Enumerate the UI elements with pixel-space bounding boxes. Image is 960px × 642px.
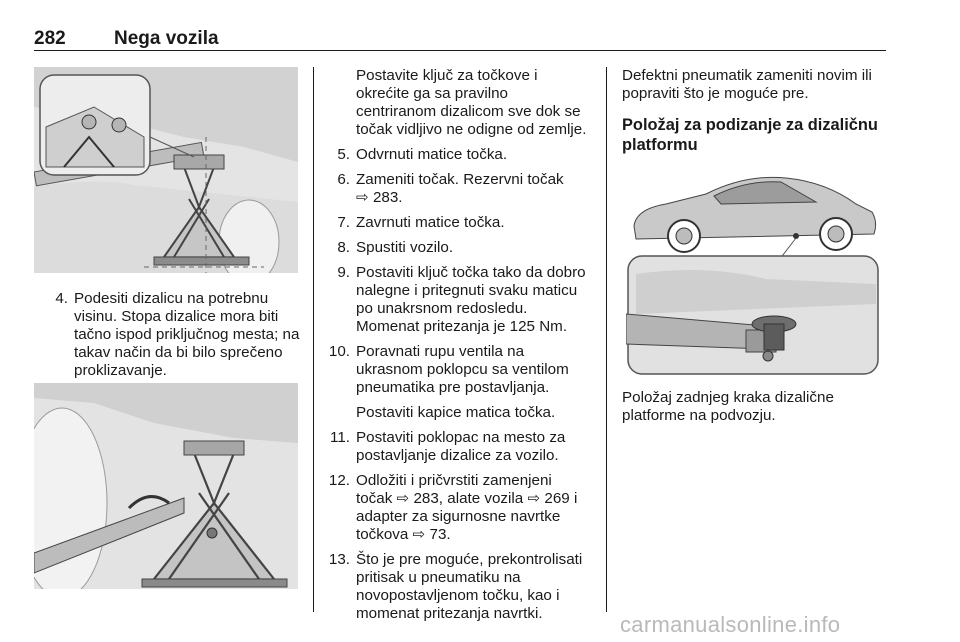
step-4-line-5: proklizavanje.	[74, 362, 167, 379]
step-4-line-3: tačno ispod priključnog mesta; na	[74, 326, 300, 343]
column-divider-left	[313, 67, 314, 612]
intro-paragraph	[322, 67, 602, 139]
step-4-line-4: takav način da bi bilo sprečeno	[74, 344, 283, 361]
caption-line-2: platforme na podvozju.	[622, 407, 776, 424]
step-number: 12.	[328, 472, 350, 489]
step-12-line-4: točkova ⇨ 73.	[356, 526, 451, 543]
step-12-line-2: točak ⇨ 283, alate vozila ⇨ 269 i	[356, 490, 578, 507]
section-heading	[622, 115, 888, 155]
chapter-title: Nega vozila	[114, 28, 219, 49]
step-13	[322, 551, 602, 623]
step-9-line-1: Postaviti ključ točka tako da dobro	[356, 264, 586, 281]
step-9-line-2: nalegne i pritegnuti svaku maticu	[356, 282, 578, 299]
step-4-line-2: visinu. Stopa dizalice mora biti	[74, 308, 279, 325]
step-number: 10.	[328, 343, 350, 360]
step-number: 9.	[337, 264, 350, 281]
para-line-1: Defektni pneumatik zameniti novim ili	[622, 67, 872, 84]
lift-point-illustration	[626, 164, 880, 376]
header-rule	[34, 50, 886, 51]
step-10-line-1: Poravnati rupu ventila na	[356, 343, 525, 360]
intro-line-3: centriranom dizalicom sve dok se	[356, 103, 581, 120]
column-divider-right	[606, 67, 607, 612]
heading-line-2: platformu	[622, 136, 698, 154]
step-12-line-1: Odložiti i pričvrstiti zamenjeni	[356, 472, 552, 489]
column-3-text	[622, 67, 888, 155]
heading-line-1: Položaj za podizanje za dizaličnu	[622, 116, 878, 134]
step-4-line-1: Podesiti dizalicu na potrebnu	[74, 290, 269, 307]
jack-placement-figure	[34, 67, 298, 273]
jack-crank-illustration	[34, 383, 298, 589]
step-7-line-1: Zavrnuti matice točka.	[356, 214, 505, 231]
step-number: 13.	[328, 551, 350, 568]
step-7	[322, 214, 602, 232]
step-number: 4.	[55, 290, 68, 307]
step-6-line-1: Zameniti točak. Rezervni točak	[356, 171, 564, 188]
intro-line-4: točak vidljivo ne odigne od zemlje.	[356, 121, 587, 138]
step-11-line-1: Postaviti poklopac na mesto za	[356, 429, 566, 446]
column-1-text	[40, 290, 302, 380]
step-number: 11.	[330, 429, 350, 446]
step-number: 8.	[337, 239, 350, 256]
step-9-line-3: po unakrsnom redosledu.	[356, 300, 528, 317]
step-number: 5.	[337, 146, 350, 163]
lift-point-figure	[626, 164, 880, 376]
step-8	[322, 239, 602, 257]
step-number: 6.	[337, 171, 350, 188]
figure-caption	[622, 389, 888, 425]
step-11	[322, 429, 602, 465]
jack-crank-figure	[34, 383, 298, 589]
step-4	[40, 290, 302, 380]
step-9-line-4: Momenat pritezanja je 125 Nm.	[356, 318, 568, 335]
step-5-line-1: Odvrnuti matice točka.	[356, 146, 508, 163]
intro-line-1: Postavite ključ za točkove i	[356, 67, 538, 84]
step-6	[322, 171, 602, 207]
replace-tyre-paragraph	[622, 67, 888, 103]
column-2-text	[322, 67, 602, 623]
step-9	[322, 264, 602, 336]
step-10	[322, 343, 602, 422]
step-13-line-4: momenat pritezanja navrtki.	[356, 605, 543, 622]
intro-line-2: okrećite ga sa pravilno	[356, 85, 508, 102]
step-10-line-3: pneumatika pre postavljanja.	[356, 379, 550, 396]
para-line-2: popraviti što je moguće pre.	[622, 85, 809, 102]
step-6-line-2: ⇨ 283.	[356, 189, 403, 206]
step-10-line-2: ukrasnom poklopcu sa ventilom	[356, 361, 569, 378]
step-5	[322, 146, 602, 164]
step-number: 7.	[337, 214, 350, 231]
step-12	[322, 472, 602, 544]
step-10-note: Postaviti kapice matica točka.	[356, 404, 556, 421]
step-8-line-1: Spustiti vozilo.	[356, 239, 454, 256]
jack-placement-illustration	[34, 67, 298, 273]
step-12-line-3: adapter za sigurnosne navrtke	[356, 508, 561, 525]
page-number: 282	[34, 28, 66, 49]
step-13-line-2: pritisak u pneumatiku na	[356, 569, 521, 586]
caption-line-1: Položaj zadnjeg kraka dizalične	[622, 389, 834, 406]
step-11-line-2: postavljanje dizalice za vozilo.	[356, 447, 559, 464]
watermark: carmanualsonline.info	[620, 612, 841, 637]
step-13-line-3: novopostavljenom točku, kao i	[356, 587, 560, 604]
step-13-line-1: Što je pre moguće, prekontrolisati	[356, 551, 583, 568]
